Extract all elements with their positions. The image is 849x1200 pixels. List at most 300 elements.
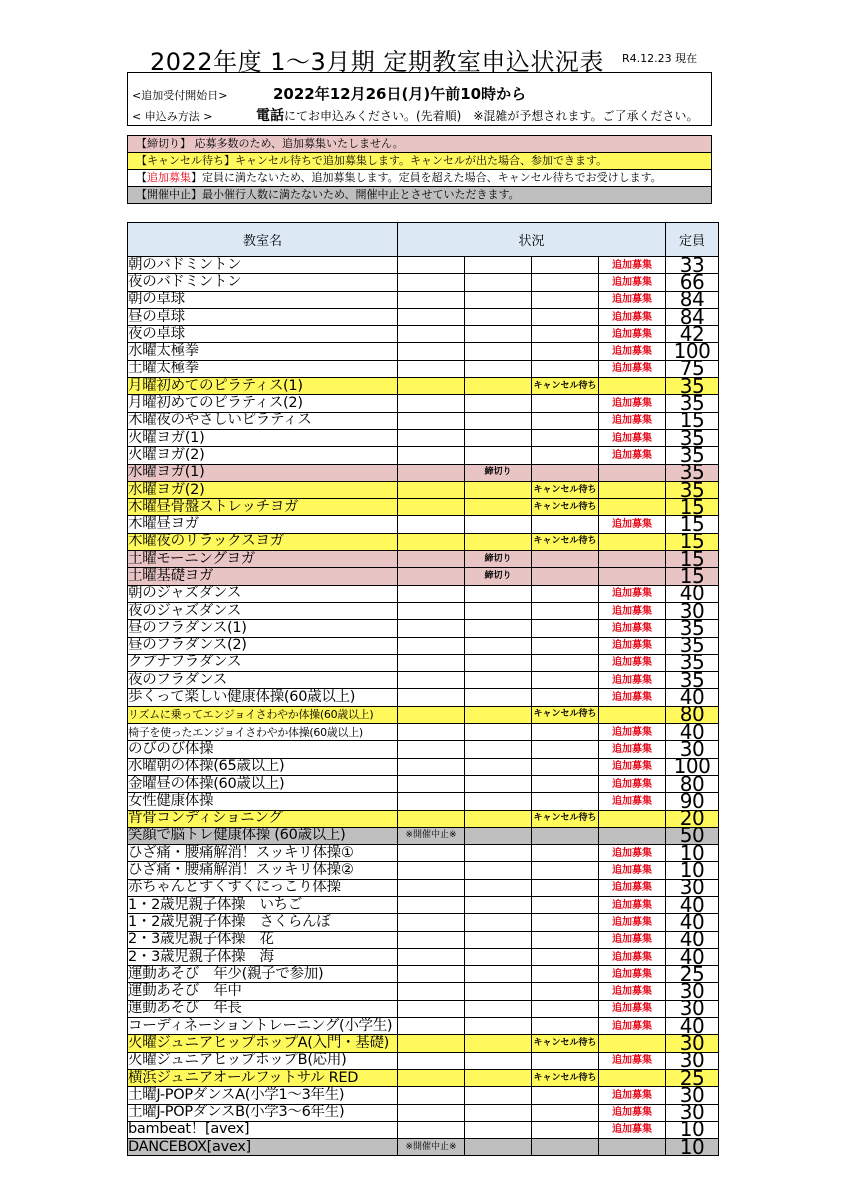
class-name: 歩くって楽しい健康体操(60歳以上) [128, 689, 398, 706]
table-row [128, 1052, 719, 1069]
status-cell: 追加募集 [599, 395, 666, 412]
capacity-value: 25 [666, 966, 719, 983]
status-empty-cell [532, 862, 599, 879]
status-empty-cell [465, 654, 532, 671]
table-row [128, 1018, 719, 1035]
status-empty-cell [465, 274, 532, 291]
class-name: 土曜J-POPダンスB(小学3～6年生) [128, 1104, 398, 1121]
status-cell: 締切り [465, 568, 532, 585]
table-row [128, 879, 719, 896]
status-empty-cell [398, 1000, 465, 1017]
status-cell: 追加募集 [599, 1087, 666, 1104]
status-cell: 締切り [465, 551, 532, 568]
class-name: 月曜初めてのピラティス(1) [128, 378, 398, 395]
table-row [128, 845, 719, 862]
status-empty-cell [532, 845, 599, 862]
status-cell: キャンセル待ち [532, 810, 599, 827]
status-empty-cell [532, 827, 599, 844]
status-empty-cell [398, 914, 465, 931]
capacity-value: 10 [666, 1139, 719, 1156]
status-empty-cell [532, 689, 599, 706]
status-empty-cell [532, 793, 599, 810]
table-row [128, 1104, 719, 1121]
capacity-value: 30 [666, 1000, 719, 1017]
class-name: 2・3歳児親子体操 花 [128, 931, 398, 948]
status-empty-cell [465, 862, 532, 879]
table-body [128, 257, 719, 1156]
status-empty-cell [465, 1052, 532, 1069]
status-cell: 追加募集 [599, 1000, 666, 1017]
status-cell: 追加募集 [599, 429, 666, 446]
table-row [128, 464, 719, 481]
status-cell: 追加募集 [599, 620, 666, 637]
status-empty-cell [465, 326, 532, 343]
status-empty-cell [398, 447, 465, 464]
status-empty-cell [465, 793, 532, 810]
status-cell: 追加募集 [599, 291, 666, 308]
status-empty-cell [465, 257, 532, 274]
capacity-value: 100 [666, 758, 719, 775]
status-empty-cell [532, 654, 599, 671]
class-name: 火曜ヨガ(1) [128, 429, 398, 446]
method-text [256, 105, 698, 125]
table-row [128, 1139, 719, 1156]
class-name: 朝のジャズダンス [128, 585, 398, 602]
class-name: クプナフラダンス [128, 654, 398, 671]
status-empty-cell [532, 931, 599, 948]
status-empty-cell [532, 1000, 599, 1017]
class-name: 夜の卓球 [128, 326, 398, 343]
table-row [128, 983, 719, 1000]
status-empty-cell [398, 775, 465, 792]
status-empty-cell [465, 637, 532, 654]
class-name: 朝の卓球 [128, 291, 398, 308]
class-name: 運動あそび 年少(親子で参加) [128, 966, 398, 983]
status-cell: 追加募集 [599, 845, 666, 862]
class-name: 椅子を使ったエンジョイさわやか体操(60歳以上) [128, 724, 398, 741]
table-row [128, 1069, 719, 1086]
status-empty-cell [465, 741, 532, 758]
table-row [128, 481, 719, 498]
class-name: 女性健康体操 [128, 793, 398, 810]
capacity-value: 40 [666, 724, 719, 741]
class-name: 木曜昼骨盤ストレッチヨガ [128, 499, 398, 516]
method-strong: 電話 [256, 108, 284, 124]
capacity-value: 84 [666, 291, 719, 308]
status-empty-cell [532, 948, 599, 965]
table-row [128, 1121, 719, 1138]
status-empty-cell [532, 879, 599, 896]
status-cell: 追加募集 [599, 879, 666, 896]
capacity-value: 40 [666, 931, 719, 948]
status-empty-cell [398, 758, 465, 775]
capacity-value: 15 [666, 533, 719, 550]
class-name: 1・2歳児親子体操 さくらんぼ [128, 914, 398, 931]
status-empty-cell [398, 395, 465, 412]
status-empty-cell [398, 1087, 465, 1104]
header-status: 状況 [398, 223, 666, 257]
status-empty-cell [398, 274, 465, 291]
table-row [128, 827, 719, 844]
start-date-label: <追加受付開始日> [132, 89, 228, 102]
status-cell: ※開催中止※ [398, 827, 465, 844]
capacity-value: 100 [666, 343, 719, 360]
status-cell: 追加募集 [599, 326, 666, 343]
status-cell: 追加募集 [599, 775, 666, 792]
status-cell: 追加募集 [599, 257, 666, 274]
class-name: ひざ痛・腰痛解消！スッキリ体操② [128, 862, 398, 879]
status-empty-cell [465, 1121, 532, 1138]
capacity-value: 40 [666, 585, 719, 602]
status-empty-cell [398, 308, 465, 325]
capacity-value: 35 [666, 447, 719, 464]
status-empty-cell [465, 1000, 532, 1017]
status-empty-cell [532, 620, 599, 637]
status-empty-cell [532, 274, 599, 291]
class-status-table [127, 222, 719, 1156]
table-row [128, 602, 719, 619]
class-name: 木曜夜のリラックスヨガ [128, 533, 398, 550]
status-empty-cell [398, 706, 465, 723]
status-cell: キャンセル待ち [532, 378, 599, 395]
page-header [0, 42, 849, 76]
status-empty-cell [398, 1052, 465, 1069]
status-empty-cell [465, 499, 532, 516]
status-empty-cell [465, 914, 532, 931]
status-empty-cell [599, 464, 666, 481]
status-empty-cell [532, 395, 599, 412]
status-empty-cell [465, 845, 532, 862]
capacity-value: 33 [666, 257, 719, 274]
capacity-value: 20 [666, 810, 719, 827]
capacity-value: 35 [666, 378, 719, 395]
status-cell: 追加募集 [599, 724, 666, 741]
status-empty-cell [532, 741, 599, 758]
status-empty-cell [398, 499, 465, 516]
legend-add [128, 170, 711, 187]
table-row [128, 360, 719, 377]
table-row [128, 914, 719, 931]
capacity-value: 15 [666, 551, 719, 568]
status-empty-cell [465, 672, 532, 689]
class-name: 赤ちゃんとすくすくにっこり体操 [128, 879, 398, 896]
capacity-value: 75 [666, 360, 719, 377]
table-header-row [128, 223, 719, 257]
class-name: bambeat！[avex] [128, 1121, 398, 1138]
class-name: 昼のフラダンス(1) [128, 620, 398, 637]
status-empty-cell [465, 948, 532, 965]
status-empty-cell [465, 896, 532, 913]
status-empty-cell [398, 724, 465, 741]
status-empty-cell [532, 1018, 599, 1035]
capacity-value: 35 [666, 620, 719, 637]
status-empty-cell [532, 585, 599, 602]
class-name: 夜のフラダンス [128, 672, 398, 689]
status-cell: 追加募集 [599, 360, 666, 377]
table-row [128, 1000, 719, 1017]
status-empty-cell [599, 1035, 666, 1052]
status-empty-cell [532, 1104, 599, 1121]
status-empty-cell [532, 775, 599, 792]
table-row [128, 654, 719, 671]
start-date-value: 2022年12月26日(月)午前10時から [273, 85, 527, 103]
status-empty-cell [398, 983, 465, 1000]
status-cell: 追加募集 [599, 654, 666, 671]
capacity-value: 30 [666, 879, 719, 896]
legend-stop: 【開催中止】最小催行人数に満たないため、開催中止とさせていただきます。 [128, 187, 711, 203]
status-cell: 追加募集 [599, 1018, 666, 1035]
status-empty-cell [532, 343, 599, 360]
capacity-value: 15 [666, 568, 719, 585]
capacity-value: 30 [666, 602, 719, 619]
table-row [128, 810, 719, 827]
status-empty-cell [465, 533, 532, 550]
class-name: 土曜太極拳 [128, 360, 398, 377]
capacity-value: 40 [666, 948, 719, 965]
status-cell: 追加募集 [599, 516, 666, 533]
table-row [128, 343, 719, 360]
status-empty-cell [398, 637, 465, 654]
status-empty-cell [398, 326, 465, 343]
status-empty-cell [599, 551, 666, 568]
class-name: 木曜昼ヨガ [128, 516, 398, 533]
capacity-value: 15 [666, 516, 719, 533]
class-name: 笑顔で脳トレ健康体操 (60歳以上) [128, 827, 398, 844]
status-empty-cell [599, 499, 666, 516]
table-row [128, 758, 719, 775]
table-row [128, 637, 719, 654]
class-name: 夜のバドミントン [128, 274, 398, 291]
status-cell: 追加募集 [599, 1121, 666, 1138]
table-row [128, 412, 719, 429]
table-row [128, 378, 719, 395]
status-empty-cell [599, 378, 666, 395]
status-empty-cell [599, 481, 666, 498]
table-row [128, 257, 719, 274]
capacity-value: 10 [666, 1121, 719, 1138]
table-row [128, 568, 719, 585]
status-cell: キャンセル待ち [532, 706, 599, 723]
status-empty-cell [532, 1052, 599, 1069]
status-cell: 追加募集 [599, 896, 666, 913]
status-empty-cell [465, 1069, 532, 1086]
status-empty-cell [532, 637, 599, 654]
status-empty-cell [398, 862, 465, 879]
class-name: 横浜ジュニアオールフットサル RED [128, 1069, 398, 1086]
status-empty-cell [398, 412, 465, 429]
capacity-value: 80 [666, 775, 719, 792]
status-empty-cell [532, 326, 599, 343]
status-empty-cell [398, 516, 465, 533]
status-cell: 追加募集 [599, 308, 666, 325]
status-cell: キャンセル待ち [532, 481, 599, 498]
status-empty-cell [398, 378, 465, 395]
status-empty-cell [465, 620, 532, 637]
status-empty-cell [465, 1087, 532, 1104]
status-empty-cell [398, 654, 465, 671]
table-row [128, 793, 719, 810]
legend-cancel: 【キャンセル待ち】キャンセル待ちで追加募集します。キャンセルが出た場合、参加できます。 [128, 153, 711, 170]
table-row [128, 896, 719, 913]
status-empty-cell [532, 516, 599, 533]
class-name: 夜のジャズダンス [128, 602, 398, 619]
class-name: コーディネーショントレーニング(小学生) [128, 1018, 398, 1035]
class-name: 火曜ジュニアヒップホップB(応用) [128, 1052, 398, 1069]
class-name: 水曜ヨガ(1) [128, 464, 398, 481]
method-label: < 申込み方法 > [132, 110, 213, 123]
status-empty-cell [398, 481, 465, 498]
status-empty-cell [599, 1069, 666, 1086]
status-empty-cell [465, 775, 532, 792]
table-row [128, 931, 719, 948]
class-name: 火曜ヨガ(2) [128, 447, 398, 464]
status-empty-cell [532, 1087, 599, 1104]
status-empty-cell [398, 948, 465, 965]
capacity-value: 30 [666, 983, 719, 1000]
status-empty-cell [398, 966, 465, 983]
status-cell: 追加募集 [599, 914, 666, 931]
status-empty-cell [398, 689, 465, 706]
status-empty-cell [398, 568, 465, 585]
class-name: リズムに乗ってエンジョイさわやか体操(60歳以上) [128, 706, 398, 723]
status-cell: 追加募集 [599, 343, 666, 360]
class-name: 朝のバドミントン [128, 257, 398, 274]
table-row [128, 775, 719, 792]
status-empty-cell [532, 412, 599, 429]
capacity-value: 15 [666, 499, 719, 516]
status-empty-cell [398, 793, 465, 810]
table-row [128, 724, 719, 741]
status-empty-cell [398, 464, 465, 481]
status-empty-cell [532, 360, 599, 377]
table-row [128, 689, 719, 706]
status-empty-cell [465, 810, 532, 827]
capacity-value: 80 [666, 706, 719, 723]
status-empty-cell [532, 291, 599, 308]
status-empty-cell [465, 429, 532, 446]
class-name: 2・3歳児親子体操 海 [128, 948, 398, 965]
status-empty-cell [532, 308, 599, 325]
status-empty-cell [532, 429, 599, 446]
status-empty-cell [465, 879, 532, 896]
status-empty-cell [398, 1069, 465, 1086]
capacity-value: 35 [666, 481, 719, 498]
status-cell: 追加募集 [599, 274, 666, 291]
table-row [128, 551, 719, 568]
status-empty-cell [465, 758, 532, 775]
class-name: 水曜太極拳 [128, 343, 398, 360]
status-cell: 追加募集 [599, 637, 666, 654]
status-empty-cell [398, 931, 465, 948]
capacity-value: 66 [666, 274, 719, 291]
status-empty-cell [532, 724, 599, 741]
table-row [128, 948, 719, 965]
class-name: 運動あそび 年中 [128, 983, 398, 1000]
class-name: 土曜モーニングヨガ [128, 551, 398, 568]
status-empty-cell [465, 1035, 532, 1052]
status-cell: 追加募集 [599, 862, 666, 879]
status-empty-cell [398, 551, 465, 568]
table-row [128, 862, 719, 879]
status-cell: 追加募集 [599, 447, 666, 464]
status-empty-cell [398, 429, 465, 446]
table-row [128, 395, 719, 412]
class-name: ひざ痛・腰痛解消！スッキリ体操① [128, 845, 398, 862]
status-cell: キャンセル待ち [532, 1035, 599, 1052]
status-cell: 締切り [465, 464, 532, 481]
status-empty-cell [532, 914, 599, 931]
status-empty-cell [532, 983, 599, 1000]
status-empty-cell [465, 827, 532, 844]
table-row [128, 706, 719, 723]
status-cell: 追加募集 [599, 1052, 666, 1069]
status-cell: 追加募集 [599, 741, 666, 758]
status-empty-cell [398, 585, 465, 602]
table-row [128, 533, 719, 550]
status-empty-cell [398, 602, 465, 619]
header-capacity: 定員 [666, 223, 719, 257]
capacity-value: 30 [666, 1104, 719, 1121]
status-empty-cell [465, 291, 532, 308]
status-empty-cell [398, 896, 465, 913]
status-empty-cell [398, 291, 465, 308]
status-empty-cell [465, 378, 532, 395]
table-row [128, 1087, 719, 1104]
capacity-value: 84 [666, 308, 719, 325]
status-empty-cell [532, 896, 599, 913]
status-empty-cell [465, 395, 532, 412]
status-empty-cell [465, 983, 532, 1000]
status-legend [127, 135, 712, 204]
status-cell: 追加募集 [599, 793, 666, 810]
status-empty-cell [398, 879, 465, 896]
status-cell: 追加募集 [599, 672, 666, 689]
status-cell: 追加募集 [599, 758, 666, 775]
status-empty-cell [532, 464, 599, 481]
status-empty-cell [398, 620, 465, 637]
table-row [128, 326, 719, 343]
class-name: 火曜ジュニアヒップホップA(入門・基礎) [128, 1035, 398, 1052]
table-row [128, 585, 719, 602]
status-empty-cell [465, 724, 532, 741]
class-name: 昼のフラダンス(2) [128, 637, 398, 654]
capacity-value: 35 [666, 429, 719, 446]
status-empty-cell [532, 1139, 599, 1156]
status-empty-cell [599, 1139, 666, 1156]
class-name: 木曜夜のやさしいピラティス [128, 412, 398, 429]
status-empty-cell [599, 810, 666, 827]
class-name: のびのび体操 [128, 741, 398, 758]
status-empty-cell [465, 1104, 532, 1121]
table-row [128, 499, 719, 516]
capacity-value: 35 [666, 672, 719, 689]
capacity-value: 40 [666, 896, 719, 913]
table-row [128, 429, 719, 446]
status-cell: 追加募集 [599, 931, 666, 948]
table-row [128, 672, 719, 689]
status-empty-cell [532, 966, 599, 983]
table-row [128, 620, 719, 637]
status-empty-cell [532, 602, 599, 619]
status-cell: 追加募集 [599, 1104, 666, 1121]
status-empty-cell [398, 257, 465, 274]
capacity-value: 15 [666, 412, 719, 429]
legend-closed: 【締切り】 応募多数のため、追加募集いたしません。 [128, 136, 711, 153]
table-row [128, 966, 719, 983]
table-row [128, 1035, 719, 1052]
status-empty-cell [465, 308, 532, 325]
capacity-value: 30 [666, 1087, 719, 1104]
